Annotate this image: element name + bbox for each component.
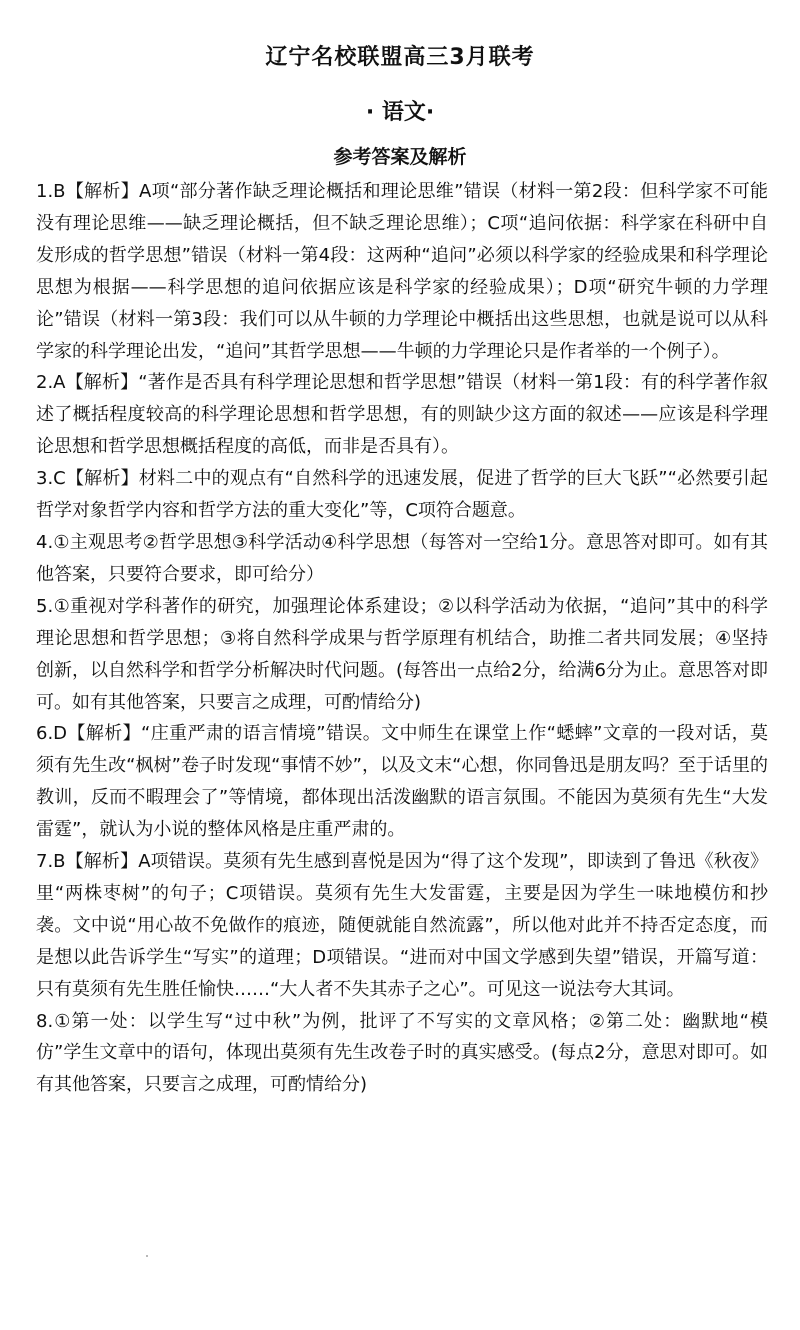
answer-item-5: 5.①重视对学科著作的研究，加强理论体系建设；②以科学活动为依据，“追问”其中的科学理论思想和哲学思想；③将自然科学成果与哲学原理有机结合，助推二者共同发展；④坚持创新，以自然科学和哲学分析解决时代问题。(每答出一点给2分，给满6分为止。意思答对即可。如有其他答案，只要言之成理，可酌情给分) <box>36 595 768 713</box>
answer-item-7: 7.B【解析】A项错误。莫须有先生感到喜悦是因为“得了这个发现”，即读到了鲁迅《秋夜》里“两株枣树”的句子；C项错误。莫须有先生大发雷霆，主要是因为学生一味地模仿和抄袭。文中说“用心故不免做作的痕迹，随便就能自然流露”，所以他对此并不持否定态度，而是想以此告诉学生“写实”的道理；D项错误。“进而对中国文学感到失望”错误，开篇写道：只有莫须有先生胜任愉快……“大人者不失其赤子之心”。可见这一说法夸大其词。 <box>36 851 768 1000</box>
answer-key-heading: 参考答案及解析 <box>333 146 467 168</box>
answer-item-8: 8.①第一处：以学生写“过中秋”为例，批评了不写实的文章风格；②第二处：幽默地“模仿”学生文章中的语句，体现出莫须有先生改卷子时的真实感受。(每点2分，意思对即可。如有其他答案，只要言之成理，可酌情给分) <box>36 1010 768 1096</box>
answer-item-3: 3.C【解析】材料二中的观点有“自然科学的迅速发展，促进了哲学的巨大飞跃”“必然要引起哲学对象哲学内容和哲学方法的重大变化”等，C项符合题意。 <box>36 468 768 522</box>
answer-item-2: 2.A【解析】“著作是否具有科学理论思想和哲学思想”错误（材料一第1段：有的科学著作叙述了概括程度较高的科学理论思想和哲学思想，有的则缺少这方面的叙述——应该是科学理论思想和哲学思想概括程度的高低，而非是否具有）。 <box>36 372 768 458</box>
stray-mark <box>146 1255 148 1257</box>
exam-title: 辽宁名校联盟高三3月联考 <box>265 45 535 70</box>
answer-item-4: 4.①主观思考②哲学思想③科学活动④科学思想（每答对一空给1分。意思答对即可。如有其他答案，只要符合要求，即可给分） <box>36 531 768 585</box>
answers-body <box>36 176 768 1101</box>
subject-heading: · 语文· <box>365 100 435 125</box>
answer-item-1: 1.B【解析】A项“部分著作缺乏理论概括和理论思维”错误（材料一第2段：但科学家不可能没有理论思维——缺乏理论概括，但不缺乏理论思维）；C项“追问依据：科学家在科研中自发形成的哲学思想”错误（材料一第4段：这两种“追问”必须以科学家的经验成果和科学理论思想为根据——科学思想的追问依据应该是科学家的经验成果）；D项“研究牛顿的力学理论”错误（材料一第3段：我们可以从牛顿的力学理论中概括出这些思想，也就是说可以从科学家的科学理论出发，“追问”其哲学思想——牛顿的力学理论只是作者举的一个例子）。 <box>36 181 768 362</box>
answer-item-6: 6.D【解析】“庄重严肃的语言情境”错误。文中师生在课堂上作“蟋蟀”文章的一段对话，莫须有先生改“枫树”卷子时发现“事情不妙”，以及文末“心想，你同鲁迅是朋友吗？至于话里的教训，反而不暇理会了”等情境，都体现出活泼幽默的语言氛围。不能因为莫须有先生“大发雷霆”，就认为小说的整体风格是庄重严肃的。 <box>36 723 768 841</box>
